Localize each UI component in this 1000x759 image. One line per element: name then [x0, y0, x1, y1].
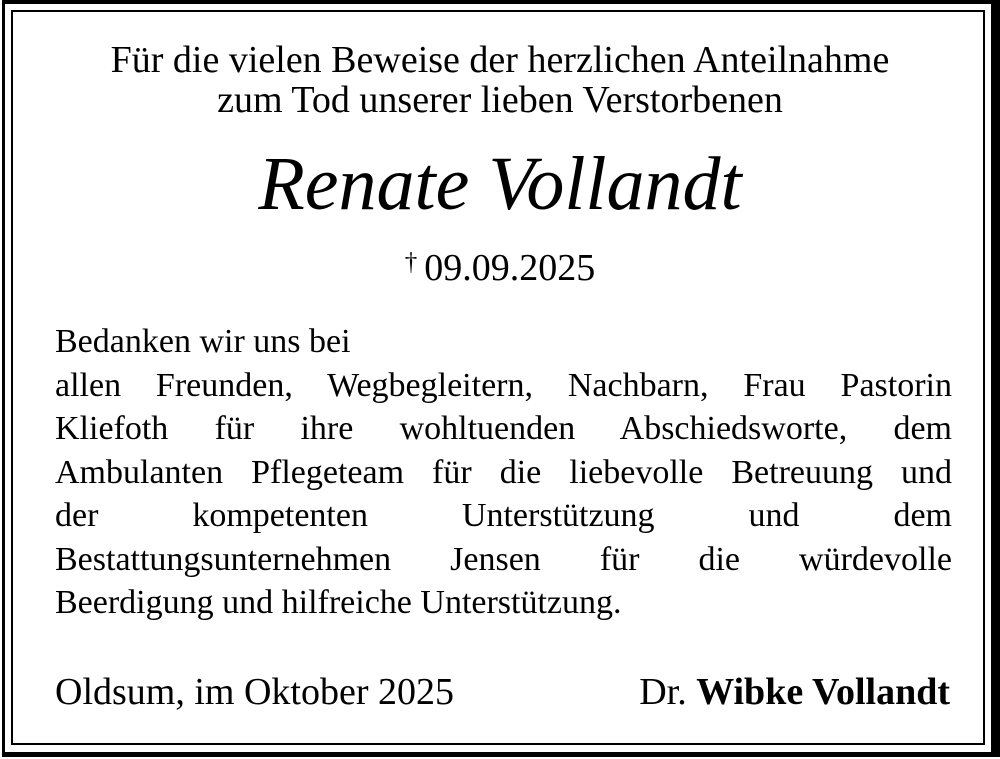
thanks-paragraph [55, 320, 952, 625]
intro-text [0, 40, 1000, 120]
place-and-date: Oldsum, im Oktober 2025 [55, 671, 454, 713]
signature-name: Wibke Vollandt [696, 671, 950, 713]
body-line: Ambulanten Pflegeteam für die liebevolle Betreuung und [55, 453, 952, 491]
body-line: Bedanken wir uns bei [55, 323, 351, 360]
body-line: allen Freunden, Wegbegleitern, Nachbarn, Frau Pastorin [55, 366, 952, 404]
signature [639, 670, 950, 714]
death-date: 09.09.2025 [424, 247, 596, 289]
closing-row [55, 670, 950, 714]
body-line: Kliefoth für ihre wohltuenden Abschiedsworte, dem [55, 410, 952, 447]
signature-prefix: Dr. [639, 671, 687, 713]
cross-dagger-icon: † [404, 248, 418, 276]
deceased-name: Renate Vollandt [258, 142, 742, 226]
body-line: Beerdigung und hilfreiche Unterstützung. [55, 584, 622, 621]
intro-line-1: Für die vielen Beweise der herzlichen Anteilnahme [110, 39, 890, 81]
body-line: der kompetenten Unterstützung und dem [55, 497, 952, 534]
death-date-line [0, 246, 1000, 290]
intro-line-2: zum Tod unserer lieben Verstorbenen [217, 79, 783, 121]
body-line: Bestattungsunternehmen Jensen für die würdevolle [55, 540, 952, 578]
